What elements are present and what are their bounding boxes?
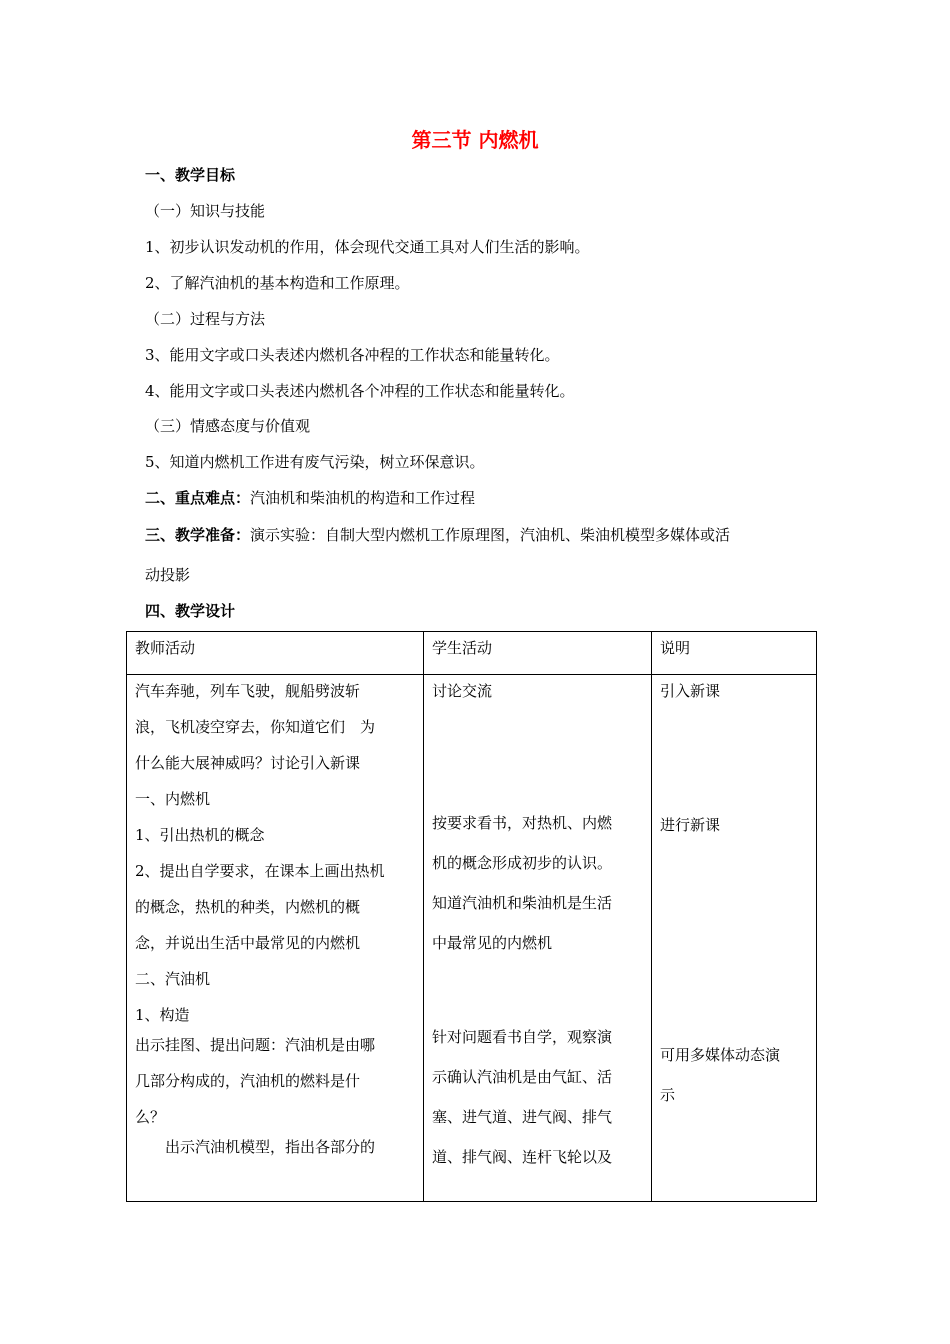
student-line: 讨论交流 bbox=[432, 682, 493, 700]
note-line: 进行新课 bbox=[660, 816, 721, 834]
note-cell bbox=[652, 675, 817, 1202]
objective-item-5: 5、知道内燃机工作进有废气污染，树立环保意识。 bbox=[145, 453, 485, 471]
teacher-line: 1、构造 bbox=[135, 1006, 190, 1024]
teacher-line: 念，并说出生活中最常见的内燃机 bbox=[135, 934, 361, 952]
preparation-line bbox=[145, 524, 730, 545]
student-line: 塞、进气道、进气阀、排气 bbox=[432, 1108, 613, 1126]
subheading-knowledge: （一）知识与技能 bbox=[145, 202, 266, 220]
student-line: 针对问题看书自学，观察演 bbox=[432, 1028, 613, 1046]
student-line: 中最常见的内燃机 bbox=[432, 934, 553, 952]
objective-item-3: 3、能用文字或口头表述内燃机各冲程的工作状态和能量转化。 bbox=[145, 346, 560, 364]
teacher-activity-cell bbox=[127, 675, 424, 1202]
objective-item-1: 1、初步认识发动机的作用，体会现代交通工具对人们生活的影响。 bbox=[145, 238, 590, 256]
note-line: 引入新课 bbox=[660, 682, 721, 700]
preparation-text-continued: 动投影 bbox=[145, 566, 191, 584]
preparation-text: 演示实验：自制大型内燃机工作原理图，汽油机、柴油机模型多媒体或活 bbox=[250, 526, 731, 544]
page-title: 第三节 内燃机 bbox=[411, 128, 539, 152]
teacher-line: 几部分构成的，汽油机的燃料是什 bbox=[135, 1072, 361, 1090]
teacher-line: 汽车奔驰，列车飞驶，舰船劈波斩 bbox=[135, 682, 361, 700]
teacher-line: 么？ bbox=[135, 1108, 166, 1126]
student-line: 知道汽油机和柴油机是生活 bbox=[432, 894, 613, 912]
objective-item-4: 4、能用文字或口头表述内燃机各个冲程的工作状态和能量转化。 bbox=[145, 382, 575, 400]
key-points-heading: 二、重点难点： bbox=[145, 489, 251, 507]
teacher-line: 什么能大展神威吗？讨论引入新课 bbox=[135, 754, 361, 772]
teacher-line: 浪，飞机凌空穿去，你知道它们 为 bbox=[135, 718, 376, 736]
table-header-cell: 说明 bbox=[652, 632, 817, 675]
teacher-line: 一、内燃机 bbox=[135, 790, 211, 808]
note-line: 示 bbox=[660, 1086, 676, 1104]
student-activity-cell bbox=[424, 675, 652, 1202]
teacher-line: 1、引出热机的概念 bbox=[135, 826, 265, 844]
teacher-line: 的概念，热机的种类，内燃机的概 bbox=[135, 898, 361, 916]
note-line: 可用多媒体动态演 bbox=[660, 1046, 781, 1064]
key-points-line bbox=[145, 487, 475, 508]
student-line: 示确认汽油机是由气缸、活 bbox=[432, 1068, 613, 1086]
student-line: 机的概念形成初步的认识。 bbox=[432, 854, 613, 872]
table-header-row bbox=[127, 632, 817, 675]
table-header-cell: 教师活动 bbox=[127, 632, 424, 675]
student-line: 按要求看书，对热机、内燃 bbox=[432, 814, 613, 832]
teacher-line: 出示汽油机模型，指出各部分的 bbox=[135, 1138, 376, 1156]
student-line: 道、排气阀、连杆飞轮以及 bbox=[432, 1148, 613, 1166]
preparation-heading: 三、教学准备： bbox=[145, 526, 251, 544]
table-row bbox=[127, 675, 817, 1202]
teaching-design-table bbox=[126, 631, 817, 1202]
table-header-cell: 学生活动 bbox=[424, 632, 652, 675]
teacher-line: 出示挂图、提出问题：汽油机是由哪 bbox=[135, 1036, 376, 1054]
teacher-line: 2、提出自学要求，在课本上画出热机 bbox=[135, 862, 385, 880]
objective-item-2: 2、了解汽油机的基本构造和工作原理。 bbox=[145, 274, 410, 292]
key-points-text: 汽油机和柴油机的构造和工作过程 bbox=[250, 489, 476, 507]
section-heading-objectives: 一、教学目标 bbox=[145, 166, 236, 184]
subheading-attitude: （三）情感态度与价值观 bbox=[145, 417, 311, 435]
subheading-process: （二）过程与方法 bbox=[145, 310, 266, 328]
section-heading-design: 四、教学设计 bbox=[145, 602, 236, 620]
teacher-line: 二、汽油机 bbox=[135, 970, 211, 988]
